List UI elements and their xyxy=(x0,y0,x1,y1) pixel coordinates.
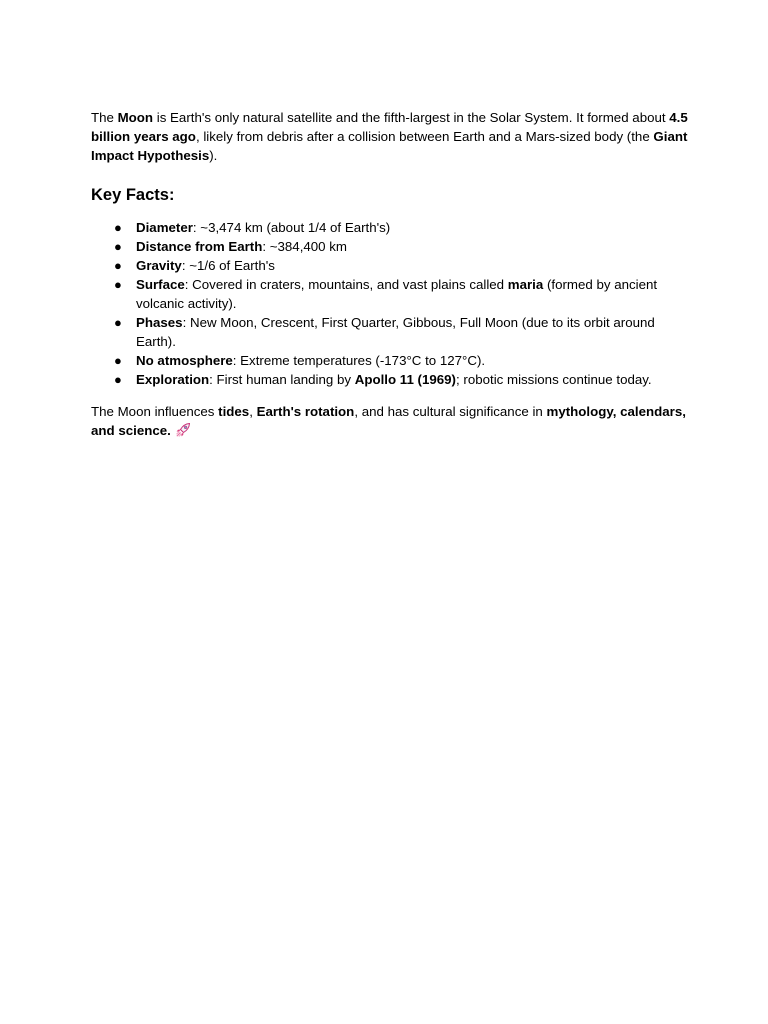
fact-bold-apollo: Apollo 11 (1969) xyxy=(354,372,456,387)
fact-text-2: ; robotic missions continue today. xyxy=(456,372,652,387)
fact-label: Phases xyxy=(136,315,183,330)
document-page xyxy=(91,108,691,443)
bullet-icon: ● xyxy=(114,239,122,254)
fact-label: Surface xyxy=(136,277,185,292)
bullet-icon: ● xyxy=(114,315,122,330)
bullet-icon: ● xyxy=(114,220,122,235)
fact-item-diameter xyxy=(91,218,691,237)
fact-label: Exploration xyxy=(136,372,210,387)
fact-bold-maria: maria xyxy=(507,277,544,292)
intro-paragraph xyxy=(91,108,691,165)
fact-item-surface xyxy=(91,275,691,313)
fact-label: Gravity xyxy=(136,258,182,273)
rocket-icon xyxy=(175,422,191,443)
bullet-icon: ● xyxy=(114,372,122,387)
outro-text-3: , and has cultural significance in xyxy=(354,404,547,419)
fact-item-atmosphere xyxy=(91,351,691,370)
intro-text-2: is Earth's only natural satellite and the fifth-largest in the Solar System. It formed about xyxy=(153,110,670,125)
fact-label: Diameter xyxy=(136,220,193,235)
key-facts-list xyxy=(91,218,691,389)
fact-item-gravity xyxy=(91,256,691,275)
outro-bold-culture: mythology, calendars, and science. xyxy=(91,404,686,438)
fact-item-phases xyxy=(91,313,691,351)
fact-text: : Extreme temperatures (-173°C to 127°C). xyxy=(232,353,486,368)
fact-text: : First human landing by xyxy=(209,372,355,387)
fact-text: : ~1/6 of Earth's xyxy=(181,258,275,273)
intro-bold-age: 4.5 billion years ago xyxy=(91,110,688,144)
intro-text-4: ). xyxy=(209,148,218,163)
outro-text-1: The Moon influences xyxy=(91,404,219,419)
outro-paragraph xyxy=(91,402,691,443)
fact-text-2: (formed by ancient volcanic activity). xyxy=(136,277,658,311)
bullet-icon: ● xyxy=(114,353,122,368)
fact-label: Distance from Earth xyxy=(136,239,263,254)
fact-text: : Covered in craters, mountains, and vast plains called xyxy=(184,277,508,292)
fact-label: No atmosphere xyxy=(136,353,233,368)
bullet-icon: ● xyxy=(114,277,122,292)
fact-text: : New Moon, Crescent, First Quarter, Gibbous, Full Moon (due to its orbit around Earth). xyxy=(136,315,655,349)
fact-item-exploration xyxy=(91,370,691,389)
intro-text-1: The xyxy=(91,110,118,125)
outro-bold-tides: tides xyxy=(218,404,250,419)
intro-bold-hypothesis: Giant Impact Hypothesis xyxy=(91,129,688,163)
fact-text: : ~384,400 km xyxy=(262,239,347,254)
fact-text: : ~3,474 km (about 1/4 of Earth's) xyxy=(192,220,391,235)
bullet-icon: ● xyxy=(114,258,122,273)
fact-item-distance xyxy=(91,237,691,256)
intro-bold-moon: Moon xyxy=(117,110,154,125)
key-facts-heading: Key Facts: xyxy=(91,186,175,204)
intro-text-3: , likely from debris after a collision between Earth and a Mars-sized body (the xyxy=(195,129,654,144)
outro-text-2: , xyxy=(249,404,257,419)
outro-bold-rotation: Earth's rotation xyxy=(256,404,355,419)
